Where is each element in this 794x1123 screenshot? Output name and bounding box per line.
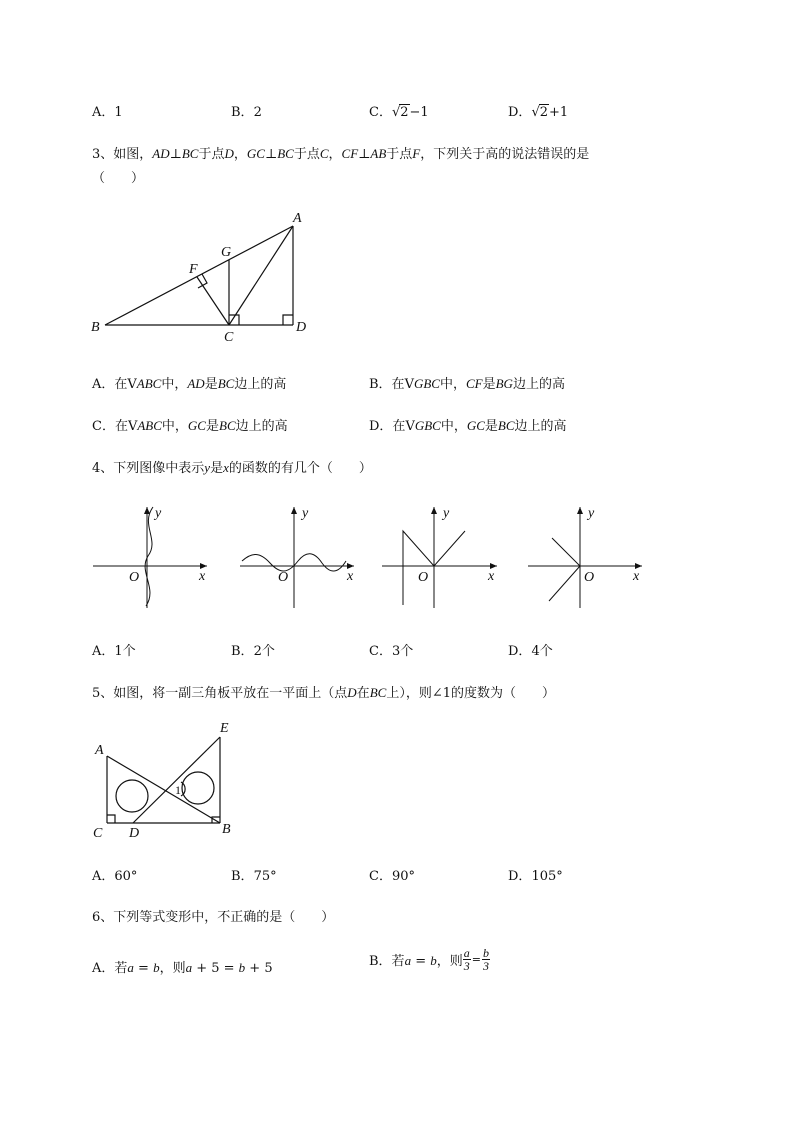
fig3-label-a: A (293, 211, 302, 226)
text-segment: 是 (482, 377, 496, 392)
text-segment: D．在 (369, 419, 406, 434)
text-segment: 于点 (293, 147, 320, 162)
fig3-label-d: D (296, 320, 307, 335)
text-segment: 在 (356, 686, 370, 701)
fraction-a-over-3: $\frac{a}{3}$ (463, 946, 470, 973)
text-segment: V (127, 419, 138, 434)
text-segment: 于点 (386, 147, 413, 162)
g2-y-label: y (302, 506, 309, 521)
fig3-label-b: B (91, 320, 100, 335)
text-segment: V (127, 377, 137, 392)
text-segment: GBC (414, 418, 441, 433)
g1-origin: O (129, 570, 140, 585)
text-segment: 3、如图， (92, 147, 153, 162)
text-segment: 中， (161, 419, 188, 434)
text-segment: 边上的高 (234, 377, 287, 392)
text-segment: CF (465, 376, 483, 391)
text-segment: 中， (161, 377, 188, 392)
q5-option-a[interactable]: A．60° (92, 869, 138, 884)
text-segment: 于点 (198, 147, 225, 162)
fig3-label-c: C (224, 330, 234, 345)
text-segment: b (153, 960, 160, 975)
fig3-label-f: F (189, 262, 198, 277)
text-segment: a (404, 953, 412, 968)
text-segment: 4、下列图像中表示 (92, 461, 205, 476)
text-segment: B．若 (369, 954, 405, 969)
text-segment: ⊥ (358, 147, 371, 162)
text-segment: F (412, 146, 421, 161)
text-segment: 是 (210, 461, 224, 476)
text-segment: ， (233, 147, 247, 162)
q5-option-c[interactable]: C．90° (369, 869, 415, 884)
text-segment: ABC (137, 418, 162, 433)
text-segment: b (430, 953, 437, 968)
q6-stem: 6、下列等式变形中，不正确的是（ ） (92, 910, 335, 925)
text-segment: BC (277, 146, 294, 161)
text-segment: C．在 (92, 419, 128, 434)
text-segment: 中， (440, 419, 467, 434)
text-segment: C (319, 146, 329, 161)
text-segment: BC (369, 685, 387, 700)
text-segment: + 5 (245, 961, 273, 976)
text-segment: ⊥ (264, 147, 278, 162)
q4-option-a[interactable]: A．1个 (92, 644, 136, 659)
text-segment: b (238, 960, 246, 975)
g1-y-label: y (155, 506, 162, 521)
q5-option-b[interactable]: B．75° (231, 869, 277, 884)
text-segment: x (223, 460, 229, 475)
text-segment: BC (497, 418, 515, 433)
text-segment: BC (217, 376, 235, 391)
text-segment: GC (246, 146, 265, 161)
text-segment: B．在 (369, 377, 405, 392)
q4-option-b[interactable]: B．2个 (231, 644, 275, 659)
text-segment: a (127, 960, 134, 975)
g4-x-label: x (633, 569, 640, 584)
q6-option-a[interactable] (92, 957, 273, 976)
q4-option-d[interactable]: D．4个 (508, 644, 553, 659)
text-segment: ， (328, 147, 342, 162)
text-segment: GC (187, 418, 206, 433)
text-segment: ，下列关于高的说法错误的是 (420, 147, 590, 162)
text-segment: = (411, 954, 431, 969)
text-segment: ，则 (436, 954, 463, 969)
q6-option-b[interactable]: B．若a = b，则 $\frac{a}{3}$ = $\frac{b}{3}$ (369, 946, 489, 973)
text-segment: CF (341, 146, 359, 161)
g2-x-label: x (347, 569, 354, 584)
fig5-label-b: B (222, 822, 231, 837)
text-segment: ，则 (159, 961, 186, 976)
text-segment: GC (466, 418, 485, 433)
text-segment: 边上的高 (512, 377, 565, 392)
fig5-label-e: E (220, 721, 229, 736)
text-segment: D (347, 685, 357, 700)
fig3-label-g: G (221, 245, 232, 260)
text-segment: 边上的高 (514, 419, 567, 434)
text-segment: 上），则∠1的度数为（ ） (386, 686, 555, 701)
fig5-label-d: D (129, 826, 140, 841)
text-segment: BC (181, 146, 199, 161)
text-segment: 5、如图，将一副三角板平放在一平面上（点 (92, 686, 348, 701)
g3-y-label: y (443, 506, 450, 521)
text-segment: ⊥ (169, 147, 182, 162)
text-segment: AD (152, 146, 170, 161)
text-segment: y (204, 460, 211, 475)
g4-y-label: y (588, 506, 595, 521)
text-segment: A．在 (92, 377, 128, 392)
g2-origin: O (278, 570, 289, 585)
q2-option-d[interactable]: D．√2+1 (508, 105, 569, 120)
text-segment: 是 (484, 419, 498, 434)
text-segment: BG (495, 376, 513, 391)
text-segment: 是 (205, 419, 219, 434)
text-segment: A．若 (92, 961, 128, 976)
g1-x-label: x (199, 569, 206, 584)
text-segment: 的函数的有几个（ ） (228, 461, 372, 476)
q2-option-c[interactable]: C．√2−1 (369, 105, 429, 120)
text-segment: V (405, 419, 415, 434)
text-segment: a (185, 960, 193, 975)
text-segment: D (224, 146, 234, 161)
text-segment: BC (219, 418, 236, 433)
fig5-angle-label: 1 (175, 783, 181, 797)
fig5-label-c: C (93, 826, 103, 841)
q5-option-d[interactable]: D．105° (508, 869, 563, 884)
fig5-label-a: A (95, 743, 104, 758)
text-segment: 中， (439, 377, 466, 392)
text-segment: ABC (136, 376, 162, 391)
text-segment: 边上的高 (235, 419, 288, 434)
q3-paren: （ ） (92, 171, 145, 186)
q4-option-c[interactable]: C．3个 (369, 644, 414, 659)
text-segment: GBC (413, 376, 440, 391)
text-segment: V (404, 377, 414, 392)
text-segment: 是 (204, 377, 218, 392)
g3-x-label: x (488, 569, 495, 584)
q2-option-a[interactable]: A．1 (92, 105, 123, 120)
fraction-b-over-3: $\frac{b}{3}$ (482, 946, 489, 973)
g3-origin: O (418, 570, 429, 585)
text-segment: AB (370, 146, 387, 161)
g4-origin: O (584, 570, 595, 585)
text-segment: = (133, 961, 154, 976)
text-segment: + 5 = (192, 961, 239, 976)
text-segment: AD (187, 376, 205, 391)
q2-option-b[interactable]: B．2 (231, 105, 262, 120)
